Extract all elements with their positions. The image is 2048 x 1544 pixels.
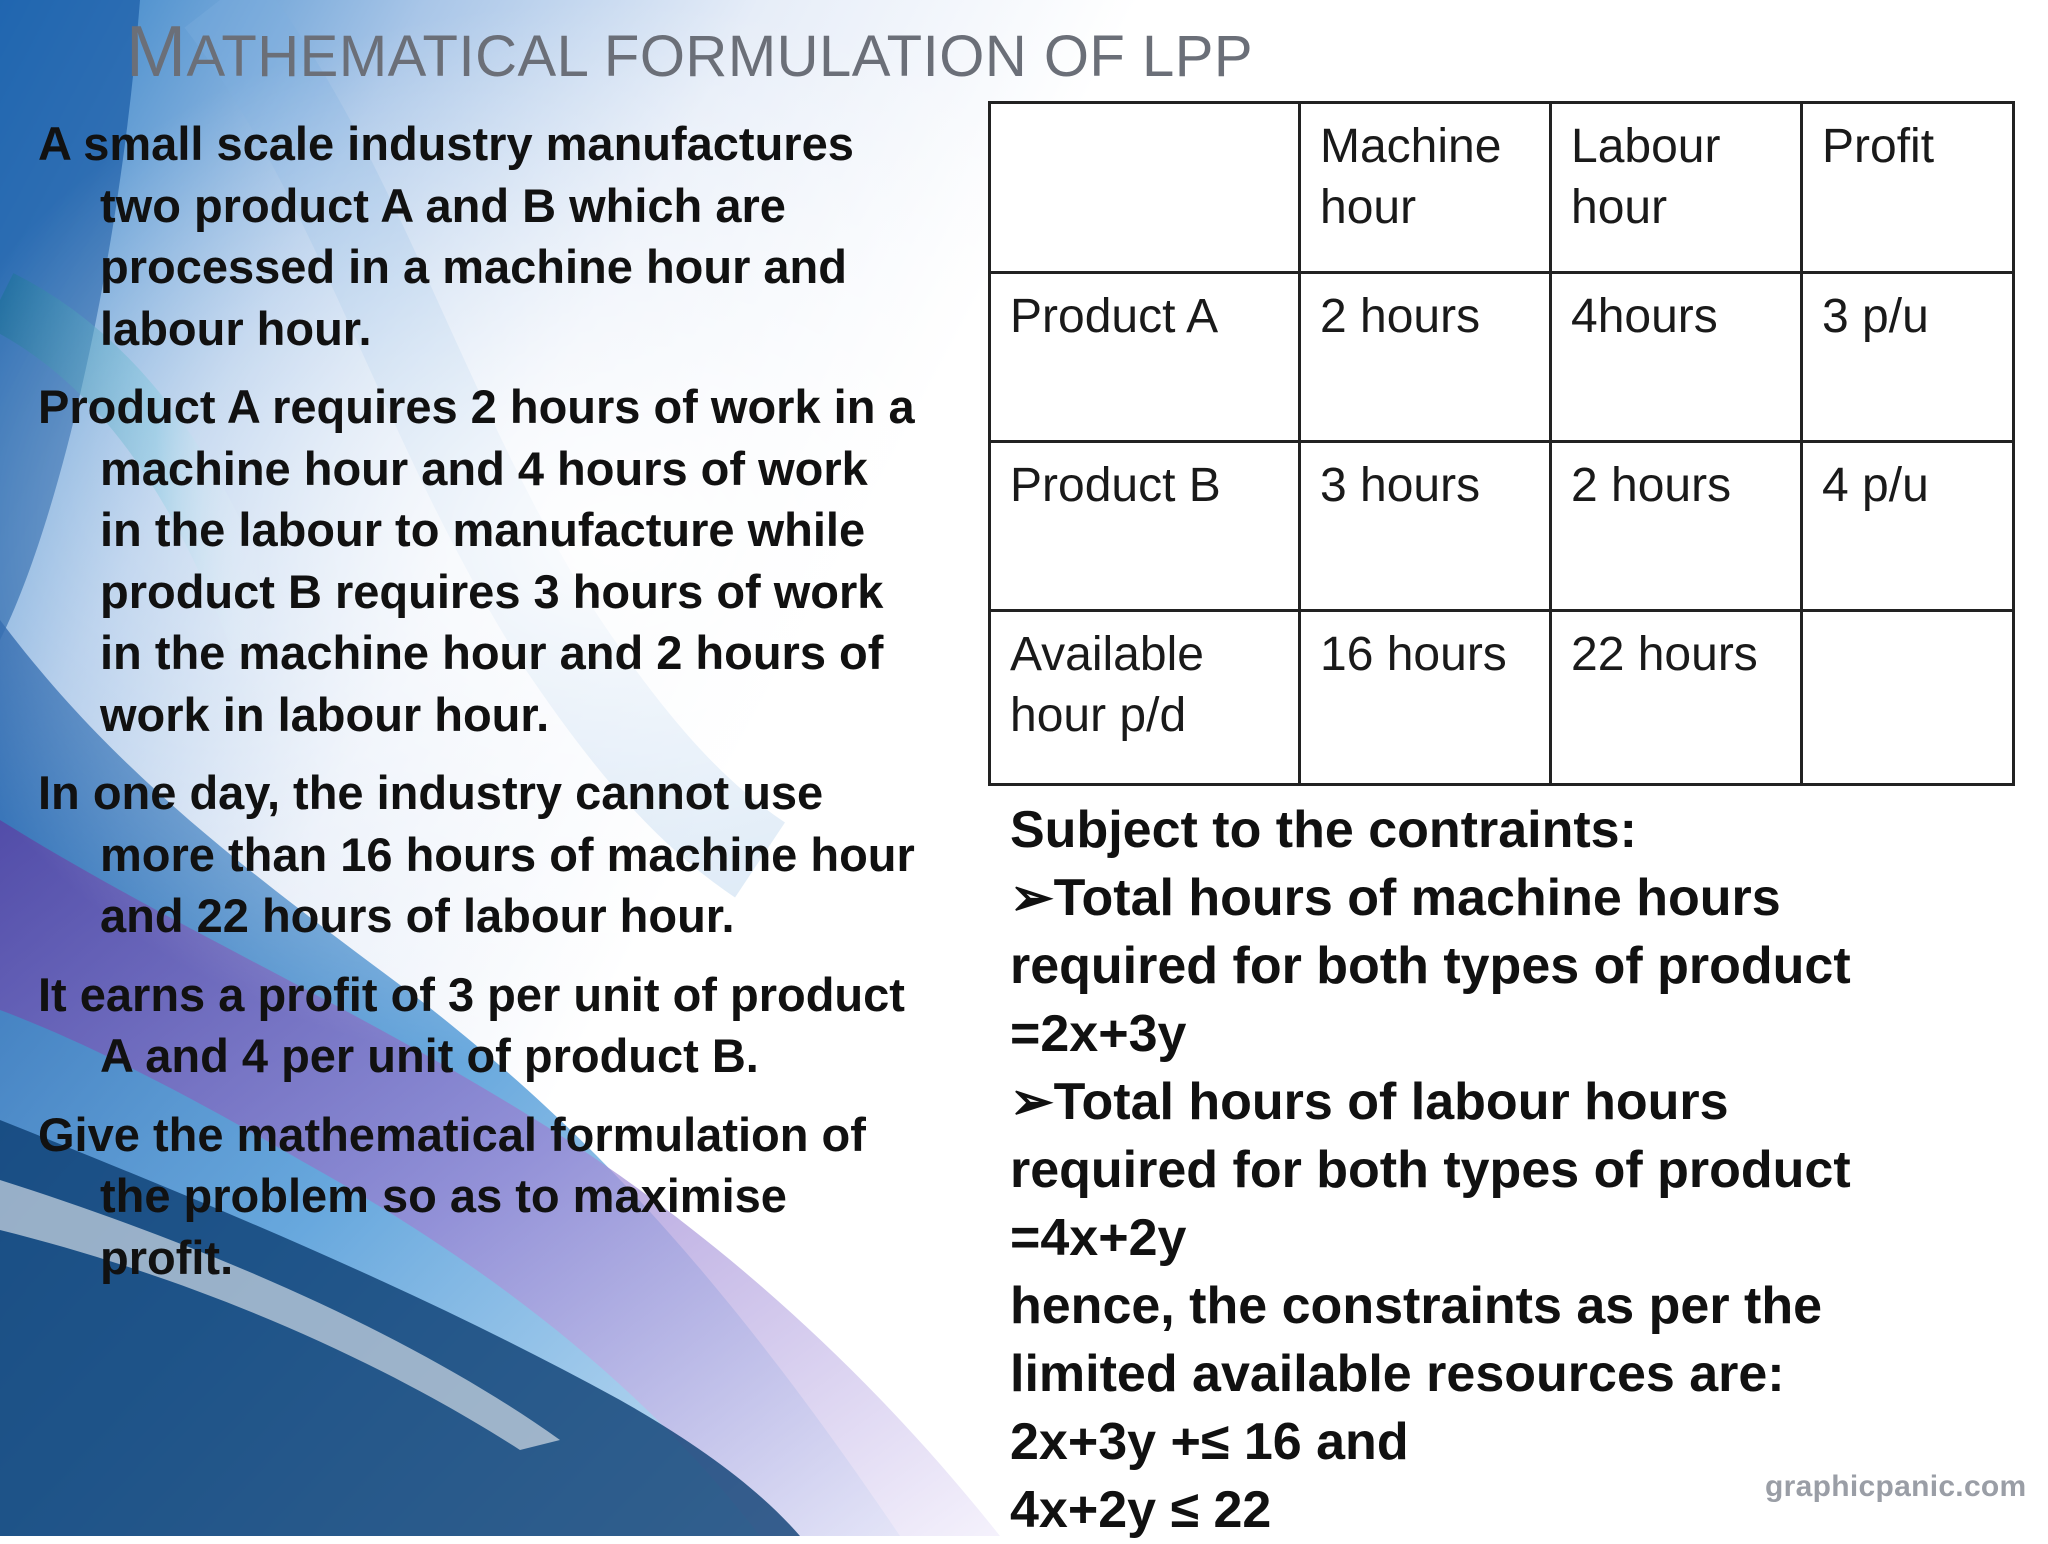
table-cell: 4hours xyxy=(1551,273,1802,442)
table-row xyxy=(990,442,2014,611)
paragraph-intro: A small scale industry manufactures two product A and B which are processed in a machine hour and labour hour. xyxy=(38,117,854,355)
conclusion-text: hence, the constraints as per the xyxy=(1010,1277,1823,1335)
table-header-cell: Labour hour xyxy=(1551,103,1802,273)
paragraph-profit: It earns a profit of 3 per unit of product A and 4 per unit of product B. xyxy=(38,967,905,1082)
paragraph-requirements: Product A requires 2 hours of work in a machine hour and 4 hours of work in the labour to manufacture while product B requires 3 hours of work in the machine hour and 2 hours of work in labour hour. xyxy=(38,380,915,741)
table-cell: 16 hours xyxy=(1300,611,1551,785)
bullet-text: required for both types of product xyxy=(1010,937,1851,995)
paragraph-limits: In one day, the industry cannot use more than 16 hours of machine hour and 22 hours of labour hour. xyxy=(38,766,915,942)
bullet-text: required for both types of product xyxy=(1010,1141,1851,1199)
bullet-machine-hours xyxy=(1010,864,2020,932)
arrow-bullet-icon: ➢ xyxy=(1010,1073,1054,1131)
watermark: graphicpanic.com xyxy=(1765,1470,2027,1503)
table-cell: 3 p/u xyxy=(1802,273,2014,442)
arrow-bullet-icon: ➢ xyxy=(1010,869,1054,927)
table-row xyxy=(990,611,2014,785)
bullet-text: Total hours of machine hours xyxy=(1053,869,1781,927)
table-cell: Product A xyxy=(990,273,1300,442)
constraint-labour: 4x+2y ≤ 22 xyxy=(1010,1481,1272,1539)
table-cell: 2 hours xyxy=(1551,442,1802,611)
title-initial: M xyxy=(126,12,187,92)
problem-statement xyxy=(38,113,918,1305)
data-table xyxy=(988,101,2015,786)
table-header-row xyxy=(990,103,2014,273)
expression-labour: =4x+2y xyxy=(1010,1209,1187,1267)
table-cell xyxy=(1802,611,2014,785)
bullet-labour-hours xyxy=(1010,1068,2020,1136)
slide-title xyxy=(126,14,1253,95)
conclusion-text: limited available resources are: xyxy=(1010,1345,1785,1403)
table-cell: 22 hours xyxy=(1551,611,1802,785)
bullet-text: Total hours of labour hours xyxy=(1053,1073,1729,1131)
table-cell: 3 hours xyxy=(1300,442,1551,611)
constraints-heading: Subject to the contraints: xyxy=(1010,801,1637,859)
constraint-machine: 2x+3y +≤ 16 and xyxy=(1010,1413,1409,1471)
expression-machine: =2x+3y xyxy=(1010,1005,1187,1063)
table-row xyxy=(990,273,2014,442)
table-header-cell xyxy=(990,103,1300,273)
constraints-section xyxy=(1010,796,2020,1544)
title-rest: ATHEMATICAL FORMULATION OF LPP xyxy=(186,24,1254,89)
paragraph-question: Give the mathematical formulation of the problem so as to maximise profit. xyxy=(38,1107,866,1284)
table-header-cell: Machine hour xyxy=(1300,103,1551,273)
table-cell: 2 hours xyxy=(1300,273,1551,442)
table-header-cell: Profit xyxy=(1802,103,2014,273)
table-cell: Available hour p/d xyxy=(990,611,1300,785)
table-cell: Product B xyxy=(990,442,1300,611)
table-cell: 4 p/u xyxy=(1802,442,2014,611)
